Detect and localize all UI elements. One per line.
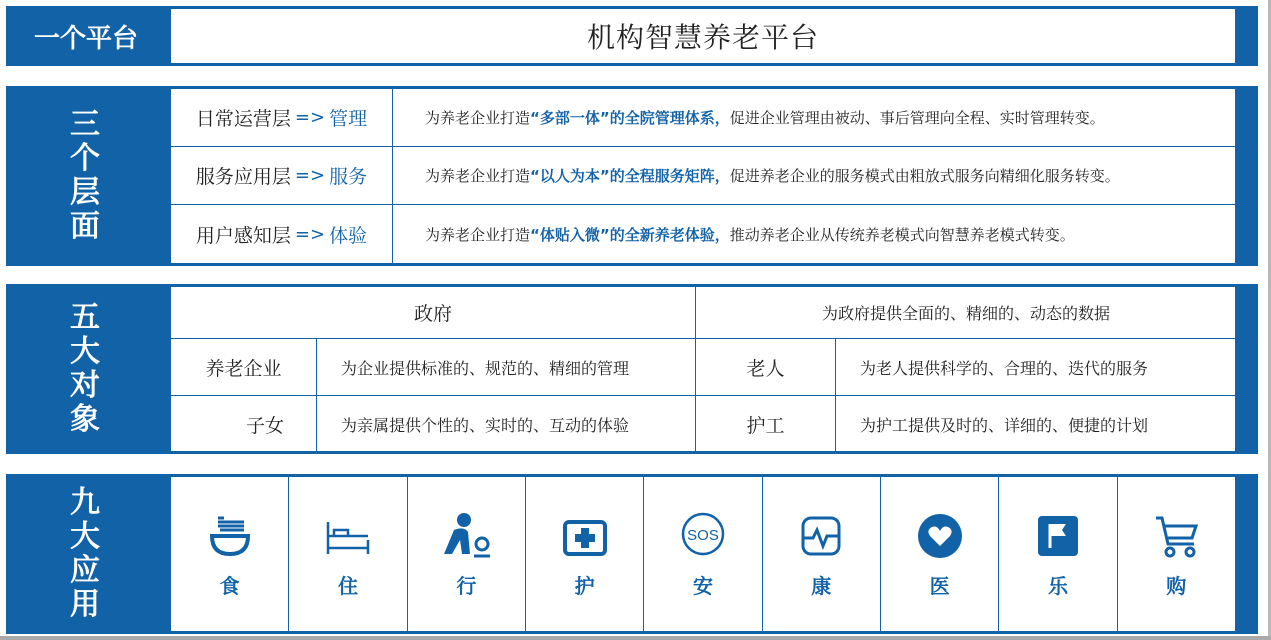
- layer-name: [171, 205, 393, 263]
- app-health: [763, 477, 881, 631]
- layer-focus: 管理: [329, 108, 368, 130]
- layer-name: [171, 147, 393, 204]
- app-name: 康: [811, 573, 832, 598]
- app-leisure: [999, 477, 1117, 631]
- label-char: 面: [70, 209, 100, 244]
- app-name: 行: [456, 573, 477, 598]
- desc-pre: 为养老企业打造: [425, 225, 531, 244]
- app-name: 医: [929, 573, 950, 598]
- nine-apps-section: [6, 474, 1258, 634]
- desc-post: 促进企业管理由被动、事后管理向全程、实时管理转变。: [729, 109, 1105, 127]
- desc-pre: 为养老企业打造: [425, 167, 531, 185]
- app-shopping: [1118, 477, 1235, 631]
- label-char: 九: [70, 485, 100, 520]
- one-platform-box: [170, 8, 1236, 64]
- three-layers-label: [6, 86, 164, 266]
- label-char: 对: [70, 368, 100, 403]
- heart-icon: [914, 510, 966, 562]
- one-platform-label: 一个平台: [33, 23, 138, 54]
- app-name: 食: [219, 573, 240, 598]
- label-char: 层: [70, 175, 100, 210]
- desc-highlight: “多部一体”的全院管理体系，: [530, 109, 730, 127]
- five-objects-section: [6, 284, 1258, 454]
- label-char: 大: [70, 334, 100, 369]
- app-name: 购: [1166, 573, 1187, 598]
- label-char: 应: [70, 553, 100, 588]
- app-medical: [881, 477, 999, 631]
- nine-apps-label: [6, 474, 164, 634]
- arrow-text: =>: [294, 107, 326, 128]
- one-platform-section: [6, 6, 1258, 66]
- objects-grid: [171, 287, 1235, 451]
- five-objects-label: [6, 284, 164, 454]
- label-char: 象: [70, 402, 100, 437]
- layer-title: 服务应用层: [195, 166, 291, 188]
- app-travel: [408, 477, 526, 631]
- object-caregiver-desc: 为护工提供及时的、详细的、便捷的计划: [860, 416, 1149, 435]
- desc-highlight: “体贴入微”的全新养老体验，: [530, 225, 730, 244]
- app-care: [526, 477, 644, 631]
- sos-text: SOS: [687, 526, 719, 544]
- three-layers-box: [170, 88, 1236, 264]
- platform-title: 机构智慧养老平台: [586, 21, 819, 54]
- layer-desc: [393, 224, 1235, 245]
- label-char: 个: [70, 141, 100, 176]
- object-elderly: 老人: [696, 339, 836, 396]
- three-layers-section: [6, 86, 1258, 266]
- bottom-border: [0, 636, 1271, 640]
- elder-walk-icon: [440, 510, 492, 562]
- layer-title: 日常运营层: [195, 108, 291, 130]
- arrow-text: =>: [294, 223, 326, 245]
- five-objects-box: [170, 286, 1236, 452]
- object-enterprise-desc: 为企业提供标准的、规范的、精细的管理: [317, 339, 696, 396]
- layer-row-service: [171, 147, 1235, 205]
- layer-desc: [393, 165, 1235, 186]
- object-government: 政府: [171, 287, 696, 339]
- app-name: 安: [692, 573, 713, 598]
- object-government-desc: 为政府提供全面的、精细的、动态的数据: [696, 287, 1236, 339]
- object-enterprise: 养老企业: [171, 339, 317, 396]
- sos-icon: [677, 510, 729, 562]
- label-char: 大: [70, 519, 100, 554]
- bed-icon: [322, 510, 374, 562]
- layer-name: [171, 89, 393, 146]
- app-name: 住: [337, 573, 358, 598]
- layer-focus: 服务: [329, 166, 368, 188]
- desc-pre: 为养老企业打造: [425, 109, 531, 127]
- object-elderly-desc: 为老人提供科学的、合理的、迭代的服务: [836, 339, 1236, 396]
- app-name: 乐: [1047, 573, 1068, 598]
- layer-title: 用户感知层: [195, 224, 291, 247]
- desc-post: 促进养老企业的服务模式由粗放式服务向精细化服务转变。: [729, 167, 1120, 185]
- heartbeat-icon: [795, 510, 847, 562]
- app-name: 护: [574, 573, 595, 598]
- layer-desc: [393, 107, 1235, 128]
- layer-row-operation: [171, 89, 1235, 147]
- bowl-icon: [204, 510, 256, 562]
- object-children: 子女: [171, 396, 317, 453]
- layer-row-experience: [171, 205, 1235, 263]
- desc-post: 推动养老企业从传统养老模式向智慧养老模式转变。: [729, 225, 1075, 244]
- label-char: 用: [70, 587, 100, 622]
- object-caregiver: 护工: [696, 396, 836, 453]
- label-char: 三: [70, 107, 100, 142]
- flag-icon: [1032, 510, 1084, 562]
- layer-focus: 体验: [329, 224, 368, 247]
- apps-row: [171, 477, 1235, 631]
- object-children-desc: 为亲属提供个性的、实时的、互动的体验: [317, 396, 696, 453]
- cart-icon: [1150, 510, 1202, 562]
- desc-highlight: “以人为本”的全程服务矩阵，: [530, 167, 730, 185]
- label-char: 五: [70, 300, 100, 335]
- app-housing: [289, 477, 407, 631]
- app-safety: [644, 477, 762, 631]
- app-food: [171, 477, 289, 631]
- nine-apps-box: [170, 476, 1236, 632]
- arrow-text: =>: [294, 165, 326, 186]
- medical-cross-icon: [559, 510, 611, 562]
